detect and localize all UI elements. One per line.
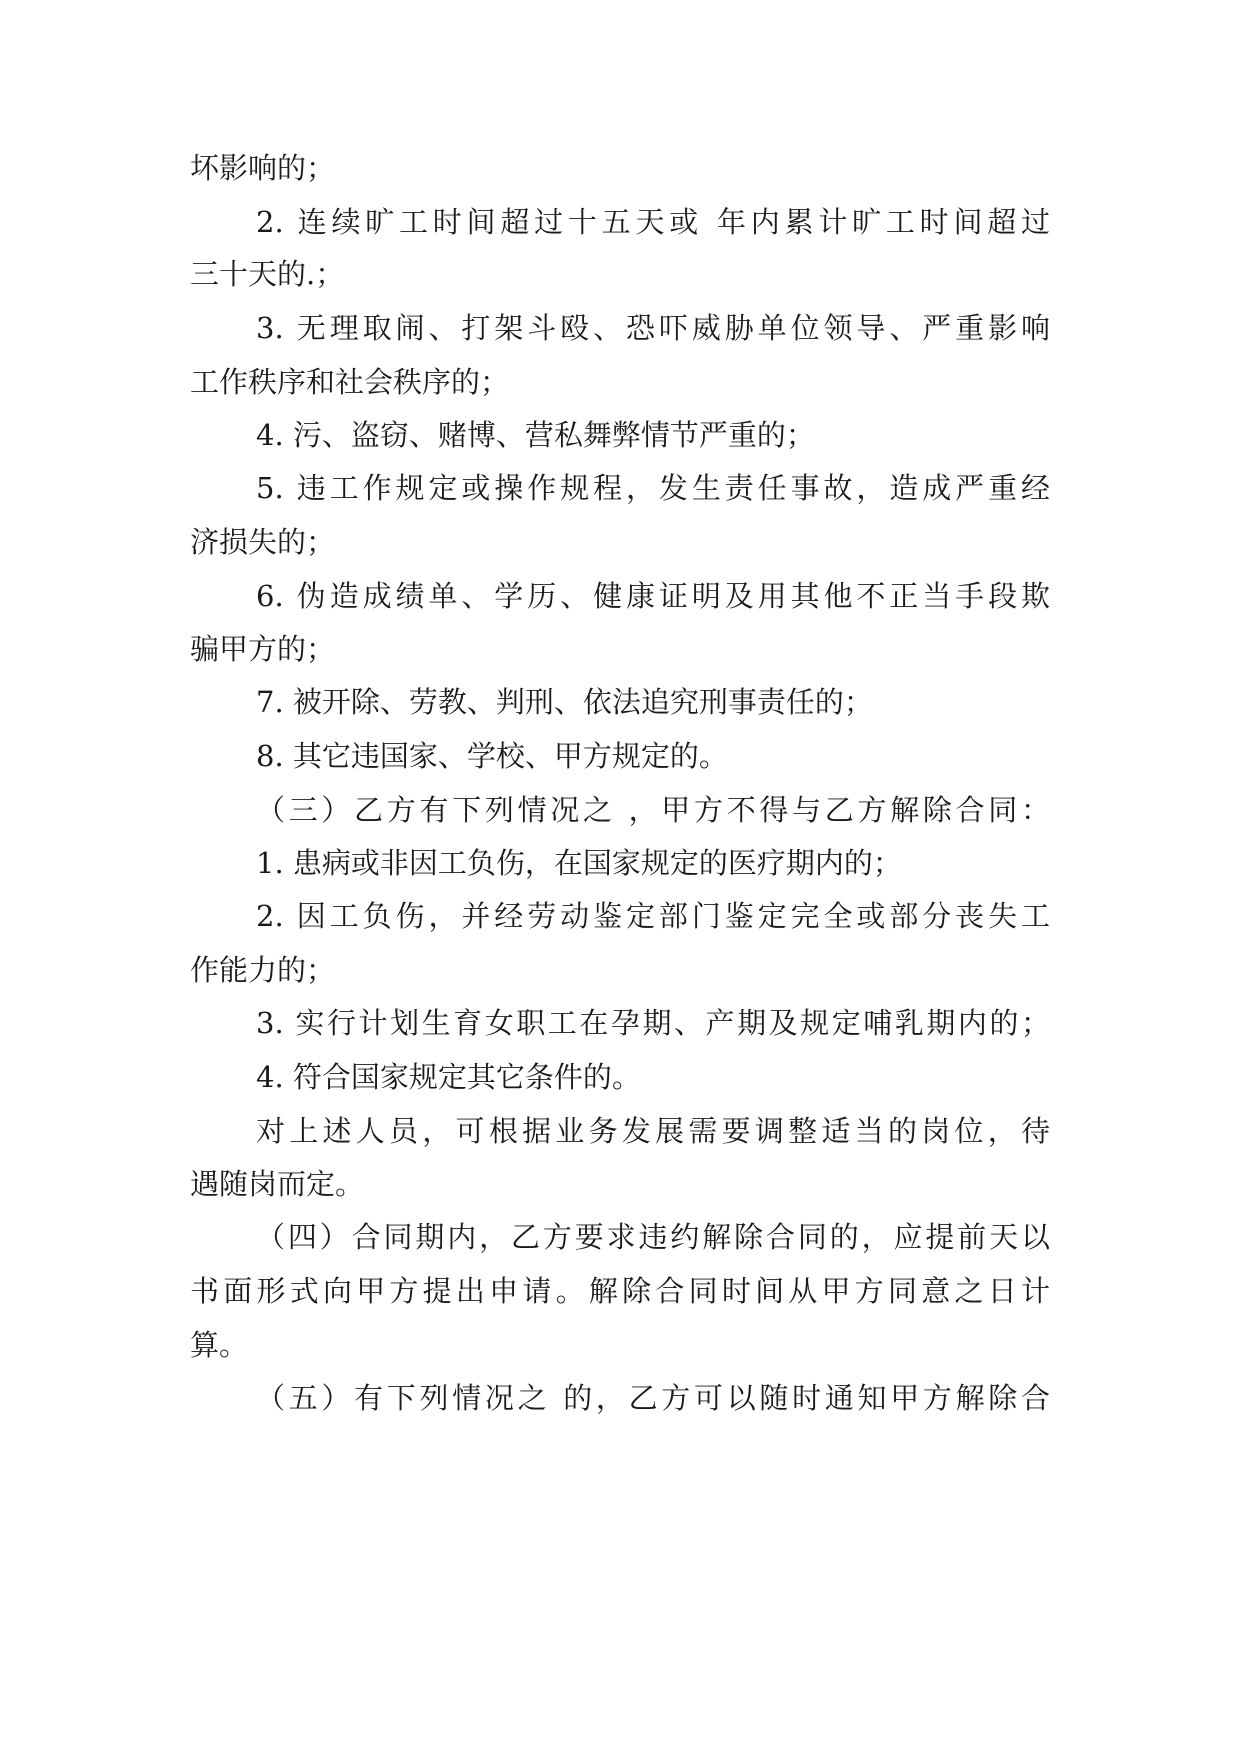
list-item-2: 2. 连续旷工时间超过十五天或 年内累计旷工时间超过 [256,205,1050,239]
text-line: 工作秩序和社会秩序的； [190,365,510,399]
text-line: 济损失的； [190,525,336,559]
text-line: 遇随岗而定。 [190,1167,365,1201]
section-heading-4: （四）合同期内，乙方要求违约解除合同的，应提前天以 [256,1220,1050,1254]
list-item-6: 6. 伪造成绩单、学历、健康证明及用其他不正当手段欺 [256,579,1050,613]
list-item-8: 8. 其它违国家、学校、甲方规定的。 [256,739,728,773]
paragraph-line: 对上述人员，可根据业务发展需要调整适当的岗位，待 [256,1114,1050,1148]
list-item-4: 4. 符合国家规定其它条件的。 [256,1060,641,1094]
list-item-4: 4. 污、盗窃、赌博、营私舞弊情节严重的； [256,418,815,452]
text-line: 书面形式向甲方提出申请。解除合同时间从甲方同意之日计 [190,1274,1050,1308]
list-item-1: 1. 患病或非因工负伤，在国家规定的医疗期内的； [256,846,902,880]
text-line: 三十天的.； [190,257,345,291]
list-item-5: 5. 违工作规定或操作规程，发生责任事故，造成严重经 [256,471,1050,505]
section-heading-3: （三）乙方有下列情况之 ，甲方不得与乙方解除合同： [256,793,1050,827]
section-heading-5: （五）有下列情况之 的，乙方可以随时通知甲方解除合 [256,1381,1050,1415]
list-item-3: 3. 实行计划生育女职工在孕期、产期及规定哺乳期内的； [256,1006,1050,1040]
text-line: 坏影响的； [190,151,336,185]
text-line: 作能力的； [190,953,336,987]
list-item-2: 2. 因工负伤，并经劳动鉴定部门鉴定完全或部分丧失工 [256,899,1050,933]
text-line: 骗甲方的； [190,632,336,666]
list-item-7: 7. 被开除、劳教、判刑、依法追究刑事责任的； [256,685,873,719]
text-line: 算。 [190,1328,249,1362]
list-item-3: 3. 无理取闹、打架斗殴、恐吓威胁单位领导、严重影响 [256,311,1050,345]
